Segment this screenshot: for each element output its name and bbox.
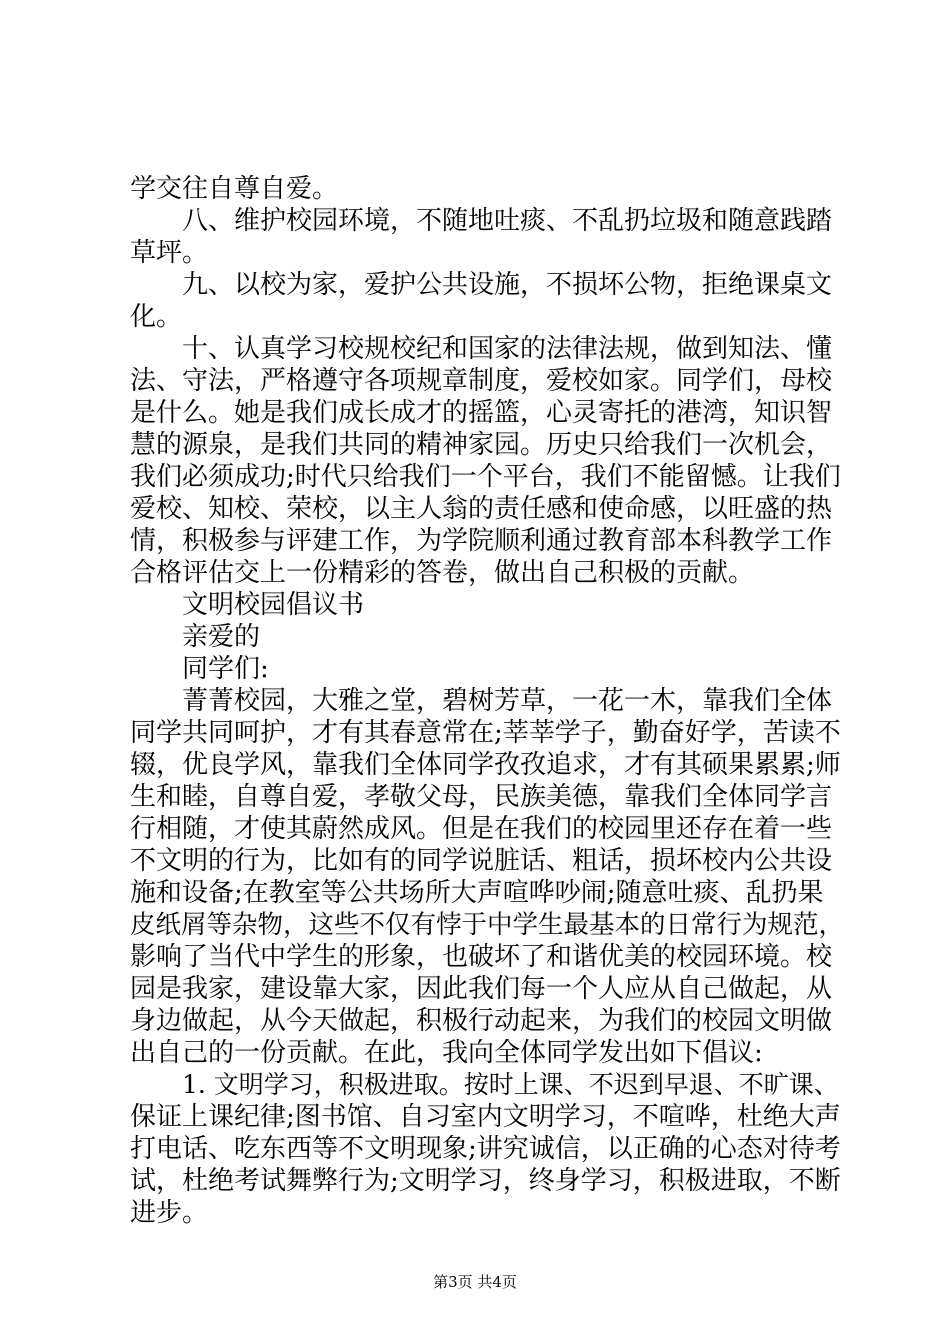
text-line: 影响了当代中学生的形象，也破坏了和谐优美的校园环境。校 — [130, 942, 833, 972]
text-line: 学交往自尊自爱。 — [130, 174, 339, 204]
text-line: 辍，优良学风，靠我们全体同学孜孜追求，才有其硕果累累;师 — [130, 750, 841, 780]
salutation: 亲爱的 — [182, 622, 261, 652]
text-line: 进步。 — [130, 1198, 209, 1228]
text-line: 不文明的行为，比如有的同学说脏话、粗话，损坏校内公共设 — [130, 846, 833, 876]
text-line: 草坪。 — [130, 238, 209, 268]
text-line: 试，杜绝考试舞弊行为;文明学习，终身学习，积极进取，不断 — [130, 1166, 841, 1196]
text-line: 八、维护校园环境，不随地吐痰、不乱扔垃圾和随意践踏 — [182, 206, 833, 236]
text-line: 同学共同呵护，才有其春意常在;莘莘学子，勤奋好学，苦读不 — [130, 718, 841, 748]
section-title: 文明校园倡议书 — [182, 590, 365, 620]
text-line: 保证上课纪律;图书馆、自习室内文明学习，不喧哗，杜绝大声 — [130, 1102, 841, 1132]
text-line: 施和设备;在教室等公共场所大声喧哗吵闹;随意吐痰、乱扔果 — [130, 878, 824, 908]
text-line: 菁菁校园，大雅之堂，碧树芳草，一花一木，靠我们全体 — [182, 686, 833, 716]
text-line: 十、认真学习校规校纪和国家的法律法规，做到知法、懂 — [182, 334, 833, 364]
text-line: 慧的源泉，是我们共同的精神家园。历史只给我们一次机会， — [130, 430, 833, 460]
text-line: 合格评估交上一份精彩的答卷，做出自己积极的贡献。 — [130, 558, 755, 588]
text-line: 是什么。她是我们成长成才的摇篮，心灵寄托的港湾，知识智 — [130, 398, 833, 428]
text-line: 1. 文明学习，积极进取。按时上课、不迟到早退、不旷课、 — [182, 1070, 839, 1099]
page-number-footer: 第3页 共4页 — [433, 1273, 517, 1291]
text-line: 打电话、吃东西等不文明现象;讲究诚信，以正确的心态对待考 — [130, 1134, 841, 1164]
salutation: 同学们: — [182, 654, 269, 684]
text-line: 法、守法，严格遵守各项规章制度，爱校如家。同学们，母校 — [130, 366, 833, 396]
text-line: 我们必须成功;时代只给我们一个平台，我们不能留憾。让我们 — [130, 462, 841, 492]
text-line: 化。 — [130, 302, 183, 332]
text-line: 出自己的一份贡献。在此，我向全体同学发出如下倡议: — [130, 1038, 763, 1068]
text-line: 身边做起，从今天做起，积极行动起来，为我们的校园文明做 — [130, 1006, 833, 1036]
text-line: 生和睦，自尊自爱，孝敬父母，民族美德，靠我们全体同学言 — [130, 782, 833, 812]
text-line: 九、以校为家，爱护公共设施，不损坏公物，拒绝课桌文 — [182, 270, 833, 300]
text-line: 皮纸屑等杂物，这些不仅有悖于中学生最基本的日常行为规范， — [130, 910, 845, 940]
text-line: 行相随，才使其蔚然成风。但是在我们的校园里还存在着一些 — [130, 814, 833, 844]
text-line: 情，积极参与评建工作，为学院顺利通过教育部本科教学工作 — [130, 526, 833, 556]
text-line: 园是我家，建设靠大家，因此我们每一个人应从自己做起，从 — [130, 974, 833, 1004]
text-line: 爱校、知校、荣校，以主人翁的责任感和使命感，以旺盛的热 — [130, 494, 833, 524]
